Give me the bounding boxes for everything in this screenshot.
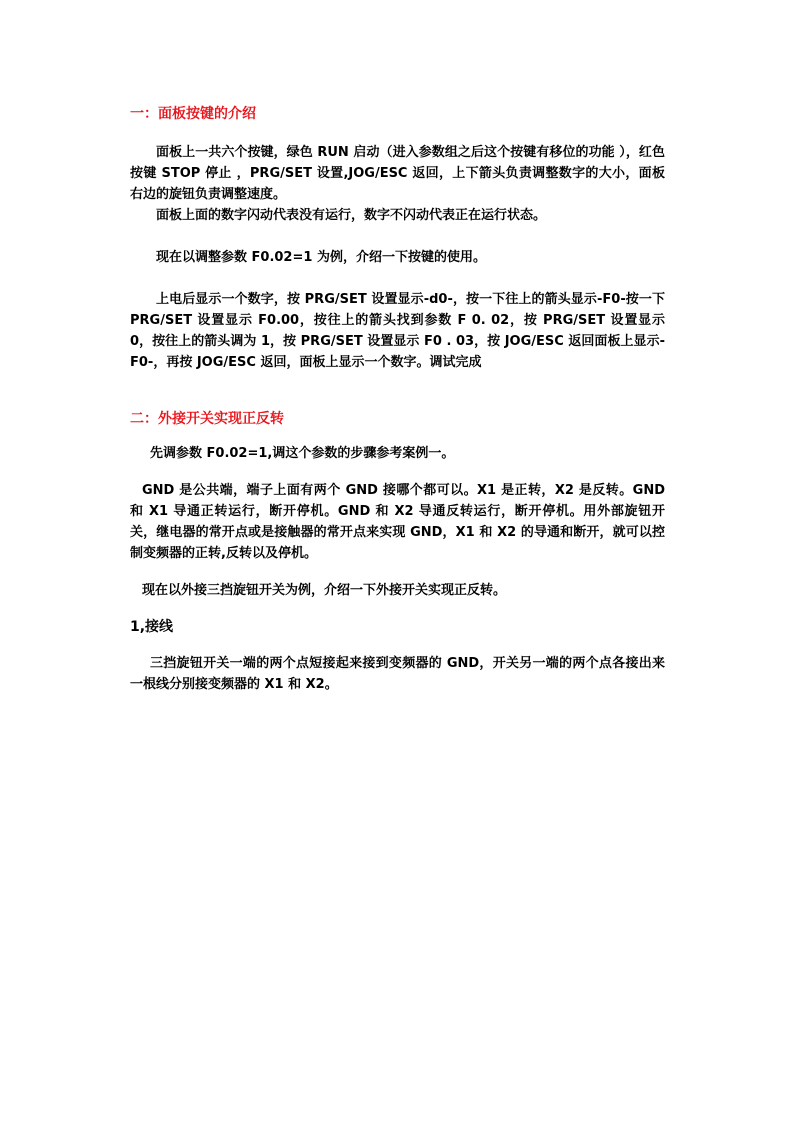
spacer (130, 601, 665, 617)
spacer (130, 268, 665, 289)
spacer (130, 373, 665, 409)
section-2-paragraph-wiring: 三挡旋钮开关一端的两个点短接起来接到变频器的 GND，开关另一端的两个点各接出来一根线分别接变频器的 X1 和 X2。 (130, 656, 665, 692)
spacer (130, 429, 665, 443)
wiring-subheading: 1,接线 (130, 619, 174, 635)
section-1-paragraph-buttons: 面板上一共六个按键，绿色 RUN 启动（进入参数组之后这个按键有移位的功能 ），红色按键 STOP 停止 ，PRG/SET 设置,JOG/ESC 返回，上下箭头负责调整数字的大小，面板右边的旋钮负责调整速度。 (130, 145, 665, 202)
section-1-paragraph-display: 面板上面的数字闪动代表没有运行，数字不闪动代表正在运行状态。 (156, 208, 547, 223)
section-2-paragraph-parameter: 先调参数 F0.02=1,调这个参数的步骤参考案例一。 (150, 446, 455, 461)
spacer (130, 124, 665, 142)
spacer (130, 464, 665, 480)
section-1-paragraph-example: 现在以调整参数 F0.02=1 为例，介绍一下按键的使用。 (156, 250, 486, 265)
section-2-paragraph-gnd: GND 是公共端，端子上面有两个 GND 接哪个都可以。X1 是正转，X2 是反转。GND 和 X1 导通正转运行，断开停机。GND 和 X2 导通反转运行，断开停机。用外部旋钮开关，继电器的常开点或是接触器的常开点来实现 GND，X1 和 X2 的导通和断开，就可以控制变频器的正转,反转以及停机。 (130, 483, 665, 561)
spacer (130, 637, 665, 653)
spacer (130, 226, 665, 247)
section-1-paragraph-steps: 上电后显示一个数字，按 PRG/SET 设置显示-d0-，按一下往上的箭头显示-F0-按一下 PRG/SET 设置显示 F0.00，按往上的箭头找到参数 F 0. 02，按 PRG/SET 设置显示 0，按往上的箭头调为 1，按 PRG/SET 设置显示 F0 . 03，按 JOG/ESC 返回面板上显示-F0-，再按 JOG/ESC 返回，面板上显示一个数字。调试完成 (130, 292, 665, 370)
section-2-paragraph-switch-example: 现在以外接三挡旋钮开关为例，介绍一下外接开关实现正反转。 (142, 583, 507, 598)
spacer (130, 564, 665, 580)
section-2-heading: 二：外接开关实现正反转 (130, 411, 284, 427)
section-1-heading: 一：面板按键的介绍 (130, 106, 256, 122)
